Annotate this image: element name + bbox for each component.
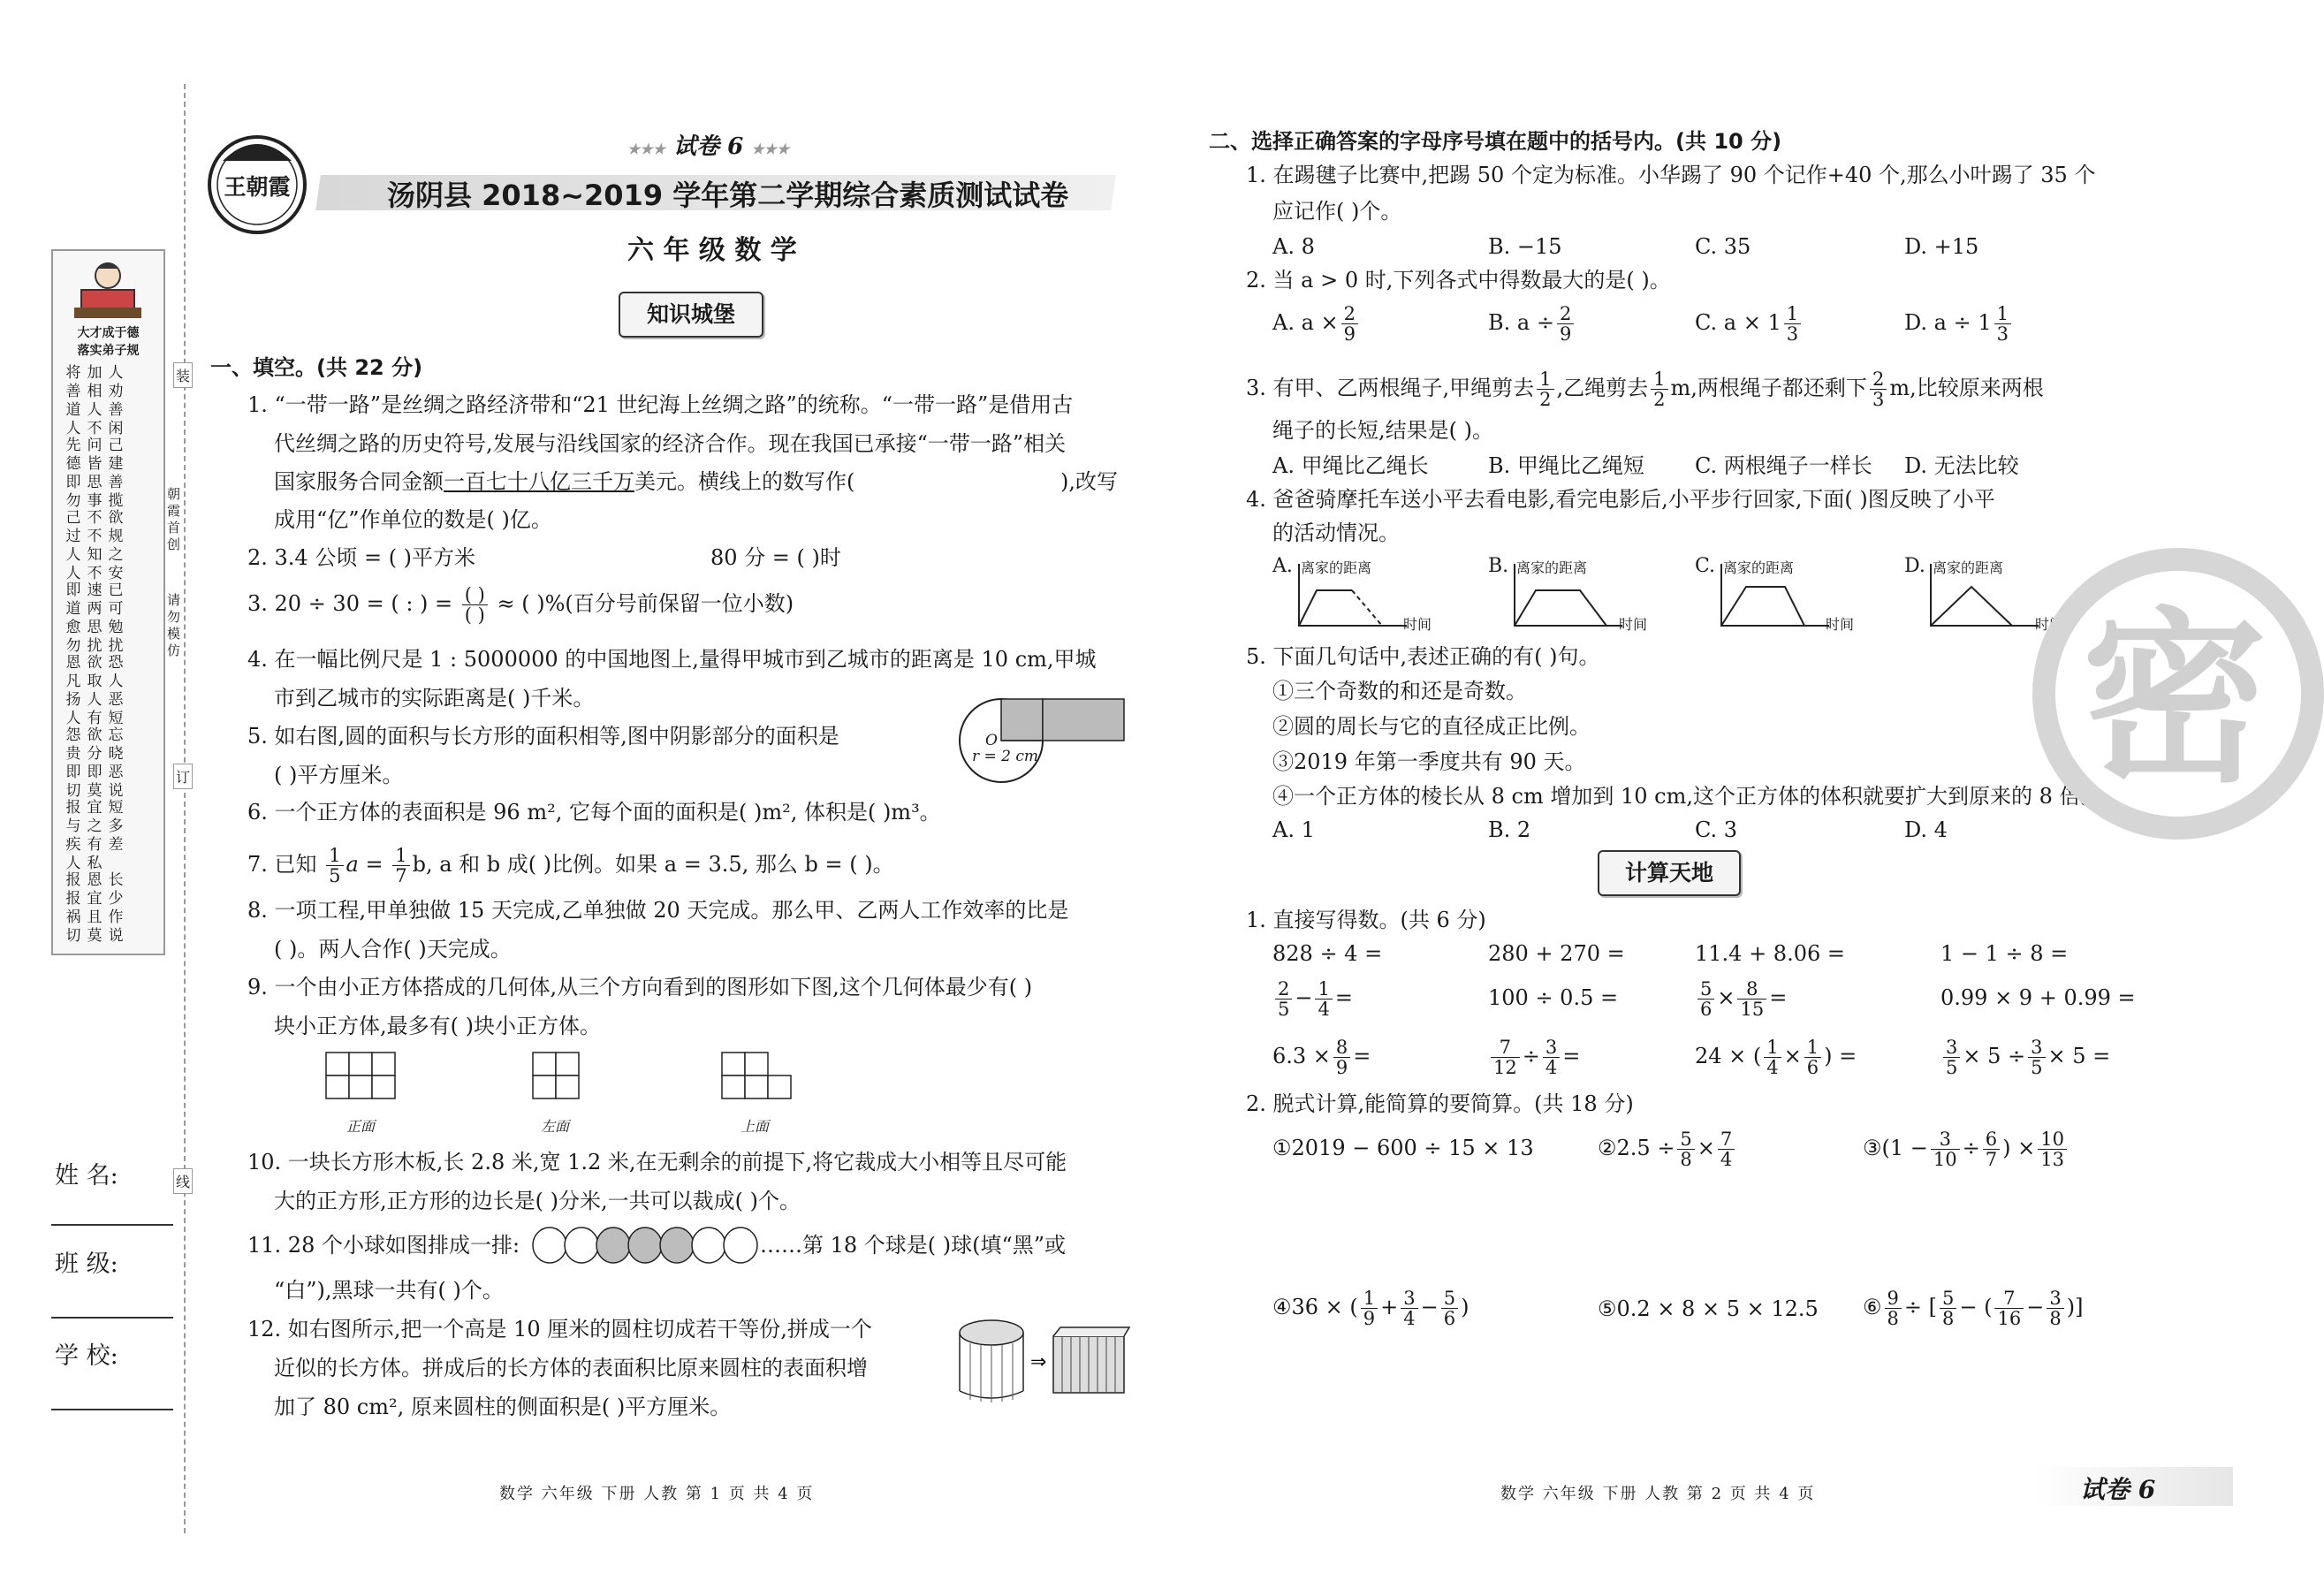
k2-2-text-a: ②2.5 ÷	[1598, 1136, 1675, 1160]
q7-frac1-den: 5	[329, 865, 341, 886]
white-ball	[724, 1228, 757, 1263]
k2-3-f1-den: 10	[1933, 1149, 1957, 1170]
k1-r1-b: 280 + 270 =	[1488, 941, 1625, 966]
q11-line2: “白”),黑球一共有( )个。	[274, 1278, 504, 1303]
k2-2-f2-num: 7	[1718, 1129, 1735, 1150]
motto-column: 长少作说	[108, 871, 124, 945]
seal-label-3: 线	[173, 1168, 193, 1194]
k2-item-5: ⑤0.2 × 8 × 5 × 12.5	[1598, 1296, 1819, 1321]
k1-r3-eq2: =	[1562, 1044, 1581, 1068]
c5-statement-3: ③2019 年第一季度共有 90 天。	[1272, 749, 1586, 774]
school-label: 学 校:	[55, 1342, 118, 1370]
c3-f3-num: 2	[1870, 369, 1887, 390]
c1-line2: 应记作( )个。	[1272, 199, 1402, 224]
c2-opt-b-text: B. a ÷	[1488, 310, 1554, 335]
c3-text-b: ,乙绳剪去	[1556, 376, 1649, 400]
k1-r2-f2-num: 1	[1315, 979, 1332, 1000]
k1-heading: 1. 直接写得数。(共 6 分)	[1246, 908, 1486, 932]
q5-fig-r: r = 2 cm	[972, 748, 1039, 765]
q5-line1: 5. 如右图,圆的面积与长方形的面积相等,图中阴影部分的面积是	[247, 724, 839, 749]
c2-opt-a-text: A. a ×	[1272, 310, 1339, 335]
k1-r3-eq1: =	[1353, 1044, 1371, 1068]
q1-line4: 成用“亿”作单位的数是( )亿。	[274, 507, 552, 532]
corner-label: 试卷 6	[2080, 1475, 2156, 1504]
q9-label-front: 正面	[346, 1118, 376, 1135]
k1-r2-c	[1695, 979, 1787, 1019]
k2-3-f1-num: 3	[1931, 1129, 1960, 1150]
q1-text-a: 国家服务合同金额	[274, 469, 444, 494]
k2-3-text-c: ) ×	[2002, 1136, 2036, 1160]
c5-opt-d: D. 4	[1904, 817, 1948, 842]
q6: 6. 一个正方体的表面积是 96 m², 它每个面的面积是( )m², 体积是( )m³。	[247, 800, 941, 825]
k2-4-text-c: −	[1420, 1295, 1439, 1319]
c4-chart-a	[1272, 555, 1449, 635]
side-text-1: 朝霞首创	[167, 486, 181, 552]
class-label: 班 级:	[55, 1250, 118, 1278]
motto-column: 己建善揽	[108, 437, 124, 510]
c2-b-den: 9	[1559, 323, 1572, 345]
q7-text-b: a =	[346, 852, 384, 877]
q2-part-a: 2. 3.4 公顷 = ( )平方米	[247, 545, 476, 570]
motto-column: 已可勉扰	[108, 581, 124, 655]
black-ball	[660, 1228, 694, 1263]
k2-2-f2-den: 4	[1720, 1149, 1733, 1170]
k2-4-f1-den: 9	[1363, 1308, 1376, 1329]
q11-balls	[530, 1225, 762, 1269]
k1-r3-b	[1488, 1038, 1580, 1077]
q9-label-left: 左面	[541, 1118, 570, 1135]
motto-column: 即道愈勿	[65, 581, 81, 655]
white-ball	[565, 1228, 598, 1263]
k2-4-f1-num: 1	[1361, 1288, 1378, 1309]
k2-3-f2-den: 7	[1985, 1149, 1998, 1170]
q12-figure	[954, 1317, 1131, 1405]
k2-4-f2-num: 3	[1401, 1288, 1417, 1309]
q11-text-a: 11. 28 个小球如图排成一排:	[247, 1233, 520, 1258]
c4-chart-d-xlabel: 时间	[2035, 616, 2064, 633]
k1-r3-text-a: 6.3 ×	[1272, 1044, 1331, 1068]
c4-line1: 4. 爸爸骑摩托车送小平去看电影,看完电影后,小平步行回家,下面( )图反映了小平	[1246, 487, 1995, 512]
motto-column: 欲规之安	[108, 509, 124, 582]
c3-f2-den: 2	[1653, 389, 1666, 410]
k1-r2-f3-den: 6	[1700, 999, 1713, 1020]
k1-r3-f6-num: 3	[1943, 1038, 1960, 1058]
c1-opt-d: D. +15	[1904, 234, 1979, 259]
seal-label-1: 装	[173, 362, 193, 388]
c2-b-num: 2	[1557, 304, 1574, 324]
k2-3-f2-num: 6	[1983, 1129, 2000, 1150]
school-field[interactable]	[51, 1409, 173, 1410]
black-ball	[628, 1228, 662, 1263]
c2-opt-b	[1488, 304, 1576, 344]
k2-6-f1-num: 9	[1885, 1288, 1902, 1309]
q12-line3: 加了 80 cm², 原来圆柱的侧面积是( )平方厘米。	[274, 1395, 732, 1419]
c4-chart-a-label: A.	[1272, 555, 1293, 577]
q1-line1: 1. “一带一路”是丝绸之路经济带和“21 世纪海上丝绸之路”的统称。“一带一路”是借用古	[247, 392, 1074, 417]
c5: 5. 下面几句话中,表述正确的有( )句。	[1246, 644, 1600, 669]
c3-text-c: m,两根绳子都还剩下	[1670, 376, 1867, 400]
q9-view-left	[532, 1052, 581, 1105]
k1-r3-f1-num: 8	[1333, 1038, 1350, 1058]
c1-opt-a: A. 8	[1272, 234, 1315, 259]
c4-chart-c-ylabel: 离家的距离	[1723, 559, 1795, 576]
c4-chart-a-xlabel: 时间	[1403, 616, 1432, 633]
k2-6-f1-den: 8	[1887, 1308, 1899, 1329]
k1-r2-b: 100 ÷ 0.5 =	[1488, 985, 1619, 1010]
k1-r2-f1-num: 2	[1275, 979, 1292, 1000]
k2-3-f3-num: 10	[2038, 1129, 2067, 1150]
c2-c-den: 3	[1786, 323, 1799, 345]
motto-column: 加相人不	[87, 364, 103, 437]
q5-figure	[953, 696, 1129, 785]
k1-r2-f3-num: 5	[1697, 979, 1714, 1000]
stamp-glyph: 密	[2082, 589, 2268, 808]
k2-4-f3-num: 5	[1441, 1288, 1458, 1309]
side-text-2: 请勿模仿	[167, 592, 181, 658]
white-ball	[533, 1228, 566, 1263]
svg-text:⇒: ⇒	[1030, 1351, 1047, 1373]
motto-column: 己过人人	[65, 509, 81, 582]
k2-item-4	[1272, 1288, 1470, 1328]
section-1-heading: 一、填空。(共 22 分)	[210, 355, 423, 380]
c2-d-den: 3	[1996, 323, 2009, 345]
motto-column: 恐人恶短	[108, 654, 124, 727]
q3-frac-den: ( )	[464, 604, 485, 626]
k1-r3-text-e: ) =	[1824, 1044, 1857, 1068]
k2-6-f4-den: 8	[2049, 1308, 2062, 1329]
c2-opt-d-text: D. a ÷ 1	[1904, 310, 1992, 335]
header-logo	[205, 133, 309, 237]
motto-column: 人劝善闲	[108, 364, 124, 437]
q1-text-b: 美元。横线上的数写作(	[634, 469, 855, 494]
k1-r3-f2-den: 12	[1493, 1057, 1517, 1078]
k2-6-f3-num: 7	[1994, 1288, 2024, 1309]
motto-column: 问皆思事	[87, 437, 103, 510]
q11-text-b: ……第 18 个球是( )球(填“黑”或	[760, 1233, 1067, 1258]
k1-r2-f4-den: 15	[1740, 999, 1765, 1020]
q3-text-a: 3. 20 ÷ 30 = ( : ) =	[247, 591, 453, 616]
k2-3-text-a: ③(1 −	[1863, 1136, 1928, 1160]
c2-c-num: 1	[1784, 304, 1801, 324]
c4-chart-b	[1488, 555, 1665, 635]
q7-frac2-num: 1	[392, 846, 409, 866]
c3-line1	[1246, 369, 2044, 409]
q1-underlined: 一百七十八亿三千万	[444, 469, 634, 494]
motto-column: 速两思扰	[87, 581, 103, 655]
name-label: 姓 名:	[55, 1162, 118, 1190]
k1-r2-op2: ×	[1717, 985, 1735, 1010]
c4-chart-b-xlabel: 时间	[1619, 616, 1648, 633]
c5-opt-a: A. 1	[1272, 817, 1315, 842]
c4-chart-c-xlabel: 时间	[1826, 616, 1855, 633]
motto-column: 恩宜且莫	[87, 871, 103, 945]
c5-opt-c: C. 3	[1695, 817, 1738, 842]
motto-column: 忘晓恶说	[108, 726, 124, 800]
k1-r3-d	[1940, 1038, 2110, 1077]
white-ball	[692, 1228, 725, 1263]
k2-2-text-b: ×	[1697, 1136, 1715, 1160]
q7-text-c: b, a 和 b 成( )比例。如果 a = 3.5, 那么 b = ( )。	[412, 852, 894, 877]
c2-opt-d	[1904, 304, 2014, 344]
sidebar-mottos	[62, 364, 157, 947]
k1-r3-a	[1272, 1038, 1371, 1077]
q12-line1: 12. 如右图所示,把一个高是 10 厘米的圆柱切成若干等份,拼成一个	[247, 1317, 872, 1342]
k1-r3-f3-num: 3	[1543, 1038, 1560, 1058]
c2-opt-c-text: C. a × 1	[1695, 310, 1781, 335]
q7	[247, 846, 894, 886]
c3-opt-d: D. 无法比较	[1904, 453, 2019, 478]
c4-chart-b-label: B.	[1488, 555, 1509, 577]
q7-frac1-num: 1	[326, 846, 343, 866]
q8-line1: 8. 一项工程,甲单独做 15 天完成,乙单独做 20 天完成。那么甲、乙两人工作效率的比是	[247, 898, 1069, 923]
section-box-knowledge: 知识城堡	[619, 292, 763, 338]
q7-text-a: 7. 已知	[247, 852, 317, 877]
motto-column: 怨贵即切	[65, 726, 81, 800]
q9-view-front	[325, 1052, 398, 1105]
cut-line	[184, 84, 186, 1533]
motto-column: 欲取人有	[87, 654, 103, 727]
k2-6-f2-den: 8	[1942, 1308, 1955, 1329]
c2: 2. 当 a > 0 时,下列各式中得数最大的是( )。	[1246, 268, 1671, 293]
motto-column: 不不知不	[87, 509, 103, 582]
k1-r3-f4-den: 4	[1766, 1057, 1779, 1078]
footer-left: 数学 六年级 下册 人教 第 1 页 共 4 页	[499, 1485, 815, 1503]
sidebar-slogan-2: 落实弟子规	[77, 344, 140, 358]
k2-2-f1-den: 8	[1680, 1149, 1692, 1170]
k1-r3-text-h: × 5 =	[2047, 1044, 2111, 1068]
motto-column: 将善道人	[65, 364, 81, 437]
motto-column: 短多差	[108, 799, 124, 854]
k1-r2-d: 0.99 × 9 + 0.99 =	[1940, 985, 2136, 1010]
c3-opt-a: A. 甲绳比乙绳长	[1272, 453, 1429, 478]
k2-6-f3-den: 16	[1997, 1308, 2022, 1329]
k1-r3-f2-num: 7	[1491, 1038, 1520, 1058]
c3-f1-den: 2	[1539, 389, 1552, 410]
q4-line1: 4. 在一幅比例尺是 1 : 5000000 的中国地图上,量得甲城市到乙城市的距离是 10 cm,甲城	[247, 647, 1097, 672]
black-ball	[596, 1228, 630, 1263]
q1-line3	[274, 467, 854, 497]
c4-chart-c-label: C.	[1695, 555, 1716, 577]
k1-r3-f5-num: 1	[1804, 1038, 1821, 1058]
q7-frac2-den: 7	[395, 865, 407, 886]
c1-line1: 1. 在踢毽子比赛中,把踢 50 个定为标准。小华踢了 90 个记作+40 个,那么小叶踢了 35 个	[1246, 163, 2096, 187]
k2-6-text-b: ÷ [	[1903, 1295, 1937, 1319]
k2-item-2	[1598, 1129, 1737, 1169]
k1-r3-f3-den: 4	[1545, 1057, 1558, 1078]
name-field[interactable]	[51, 1224, 173, 1226]
section-box-calculation: 计算天地	[1598, 850, 1741, 896]
sidebar-panel	[51, 249, 165, 955]
exam-title: 汤阴县 2018~2019 学年第二学期综合素质测试试卷	[387, 179, 1069, 212]
k1-r2-f2-den: 4	[1318, 999, 1330, 1020]
q1-line3-end: ),改写	[1060, 469, 1118, 494]
motto-column: 报报祸切	[65, 871, 81, 945]
class-field[interactable]	[51, 1317, 173, 1319]
q10-line2: 大的正方形,正方形的边长是( )分米,一共可以裁成( )个。	[274, 1189, 801, 1213]
c4-chart-c	[1695, 555, 1872, 635]
k1-r3-text-g: × 5 ÷	[1963, 1044, 2026, 1068]
series-text: 试卷 6	[673, 133, 744, 160]
c3-opt-c: C. 两根绳子一样长	[1695, 453, 1872, 478]
k1-r3-f4-num: 1	[1764, 1038, 1781, 1058]
c5-statement-4: ④一个正方体的棱长从 8 cm 增加到 10 cm,这个正方体的体积就要扩大到原来的 8 倍。	[1272, 784, 2102, 809]
k1-r3-op: ÷	[1522, 1044, 1540, 1068]
k1-r1-d: 1 − 1 ÷ 8 =	[1940, 941, 2069, 966]
c2-opt-c	[1695, 304, 1804, 344]
k1-r1-c: 11.4 + 8.06 =	[1695, 941, 1845, 966]
k1-r2-op1: −	[1295, 985, 1313, 1010]
c4-chart-a-ylabel: 离家的距离	[1301, 559, 1372, 576]
q3-text-b: ≈ ( )%(百分号前保留一位小数)	[497, 591, 794, 616]
motto-column: 宜之有私	[87, 799, 103, 872]
c5-statement-1: ①三个奇数的和还是奇数。	[1272, 679, 1527, 703]
q9-label-top: 上面	[740, 1118, 770, 1135]
q9-line1: 9. 一个由小正方体搭成的几何体,从三个方向看到的图形如下图,这个几何体最少有( )	[247, 975, 1033, 1000]
k1-r2-eq2: =	[1769, 985, 1788, 1010]
seal-label-2: 订	[173, 764, 193, 789]
logo-text: 王朝霞	[224, 174, 291, 200]
c2-d-num: 1	[1994, 304, 2011, 324]
q3	[247, 585, 794, 625]
q9-line2: 块小正方体,最多有( )块小正方体。	[274, 1014, 601, 1038]
q4-line2: 市到乙城市的实际距离是( )千米。	[274, 686, 595, 711]
k1-r3-text-c: 24 × (	[1695, 1044, 1762, 1068]
c4-chart-b-ylabel: 离家的距离	[1516, 559, 1588, 576]
k1-r2-a	[1272, 979, 1353, 1019]
q8-line2: ( )。两人合作( )天完成。	[274, 937, 512, 962]
k1-r3-f6-den: 5	[1946, 1057, 1958, 1078]
k1-r3-text-d: ×	[1783, 1044, 1802, 1068]
k2-4-text-a: ④36 × (	[1272, 1295, 1358, 1319]
q10-line1: 10. 一块长方形木板,长 2.8 米,宽 1.2 米,在无剩余的前提下,将它裁成大小相等且尽可能	[247, 1150, 1067, 1174]
k2-item-3	[1863, 1129, 2070, 1169]
motto-column: 报与疾人	[65, 799, 81, 872]
k2-6-text-a: ⑥	[1863, 1295, 1882, 1319]
c3-f1-num: 1	[1537, 369, 1553, 390]
q3-frac-num: ( )	[462, 585, 488, 605]
c2-a-den: 9	[1343, 323, 1356, 345]
k1-r3-f1-den: 9	[1335, 1057, 1348, 1078]
c3-f2-num: 1	[1651, 369, 1667, 390]
secret-stamp	[2032, 548, 2324, 840]
c3-text-a: 3. 有甲、乙两根绳子,甲绳剪去	[1246, 376, 1535, 400]
c2-opt-a	[1272, 304, 1361, 344]
c3-opt-b: B. 甲绳比乙绳短	[1488, 453, 1644, 478]
c2-a-num: 2	[1341, 304, 1358, 324]
k2-3-f3-den: 13	[2040, 1149, 2064, 1170]
series-label: ★★★ 试卷 6 ★★★	[627, 133, 790, 160]
c3-f3-den: 3	[1872, 389, 1885, 410]
k2-heading: 2. 脱式计算,能简算的要简算。(共 18 分)	[1246, 1091, 1634, 1116]
q5-line2: ( )平方厘米。	[274, 763, 404, 787]
c1-opt-c: C. 35	[1695, 234, 1751, 259]
footer-right: 数学 六年级 下册 人教 第 2 页 共 4 页	[1500, 1485, 1816, 1503]
k2-6-text-c: − (	[1959, 1295, 1993, 1319]
sidebar-mascot	[71, 256, 145, 322]
motto-column: 先德即勿	[65, 437, 81, 510]
k1-r2-f4-num: 8	[1737, 979, 1766, 1000]
q1-line2: 代丝绸之路的历史符号,发展与沿线国家的经济合作。现在我国已承接“一带一路”相关	[274, 431, 1067, 456]
k2-3-text-b: ÷	[1962, 1136, 1980, 1160]
k1-r2-eq1: =	[1334, 985, 1353, 1010]
c4-chart-d-label: D.	[1904, 555, 1925, 577]
exam-subject: 六 年 级 数 学	[627, 235, 797, 266]
k2-item-1: ①2019 − 600 ÷ 15 × 13	[1272, 1136, 1534, 1160]
q9-view-top	[721, 1052, 794, 1105]
k2-item-6	[1863, 1288, 2083, 1328]
q2-part-b: 80 分 = ( )时	[710, 545, 841, 570]
c4-line2: 的活动情况。	[1272, 521, 1400, 545]
k1-r3-f5-den: 6	[1806, 1057, 1819, 1078]
c3-text-d: m,比较原来两根	[1889, 376, 2044, 400]
k2-4-f2-den: 4	[1403, 1308, 1416, 1329]
motto-column: 欲分即莫	[87, 726, 103, 800]
c4-chart-d-ylabel: 离家的距离	[1933, 559, 2004, 576]
q12-line2: 近似的长方体。拼成后的长方体的表面积比原来圆柱的表面积增	[274, 1356, 868, 1380]
k1-r2-f1-den: 5	[1278, 999, 1290, 1020]
sidebar-slogan-1: 大才成于德	[77, 326, 140, 340]
k2-6-text-e: )]	[2066, 1295, 2084, 1319]
c5-statement-2: ②圆的周长与它的直径成正比例。	[1272, 714, 1591, 739]
section-2-heading: 二、选择正确答案的字母序号填在题中的括号内。(共 10 分)	[1209, 129, 1782, 154]
c3-line2: 绳子的长短,结果是( )。	[1272, 418, 1493, 443]
q5-fig-o: O	[985, 732, 998, 749]
k2-4-f3-den: 6	[1443, 1308, 1456, 1329]
k1-r3-c	[1695, 1038, 1857, 1077]
k1-r1-a: 828 ÷ 4 =	[1272, 941, 1383, 966]
k2-4-text-d: )	[1461, 1295, 1470, 1319]
k2-6-text-d: −	[2026, 1295, 2045, 1319]
motto-column: 恩凡扬人	[65, 654, 81, 727]
k2-6-f4-num: 3	[2047, 1288, 2063, 1309]
k1-r3-f7-num: 3	[2028, 1038, 2045, 1058]
c1-opt-b: B. −15	[1488, 234, 1562, 259]
k1-r3-f7-den: 5	[2031, 1057, 2043, 1078]
c5-opt-b: B. 2	[1488, 817, 1531, 842]
k2-4-text-b: +	[1380, 1295, 1399, 1319]
k2-6-f2-num: 5	[1940, 1288, 1956, 1309]
k2-2-f1-num: 5	[1677, 1129, 1694, 1150]
